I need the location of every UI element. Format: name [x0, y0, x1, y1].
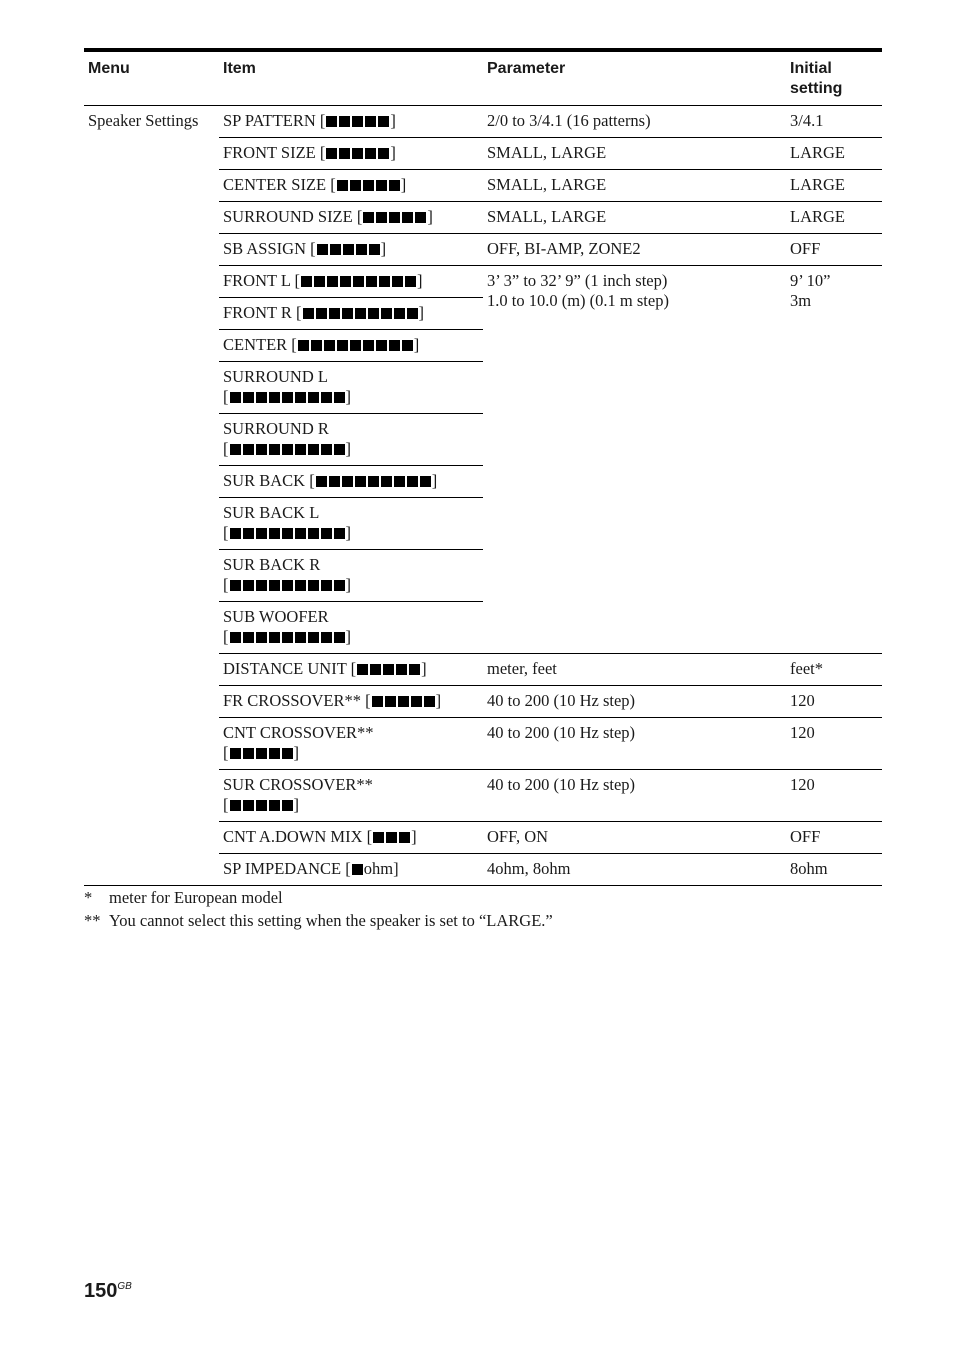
filled-square-glyph: [327, 276, 338, 287]
filled-square-glyph: [407, 476, 418, 487]
filled-square-glyph: [269, 632, 280, 643]
filled-square-glyph: [256, 800, 267, 811]
footnote-mark: *: [84, 888, 93, 907]
speaker-settings-table: [84, 48, 882, 886]
filled-square-glyph: [407, 308, 418, 319]
footnotes: [84, 886, 904, 932]
filled-square-glyph: [298, 340, 309, 351]
item-cell: SUR BACK [ ]: [219, 466, 483, 498]
filled-square-glyph: [394, 308, 405, 319]
filled-square-glyph: [243, 800, 254, 811]
filled-square-glyph: [369, 244, 380, 255]
filled-square-glyph: [230, 392, 241, 403]
filled-square-glyph: [396, 664, 407, 675]
item-cell: FR CROSSOVER** [ ]: [219, 686, 483, 718]
filled-square-glyph: [381, 476, 392, 487]
filled-square-glyph: [334, 528, 345, 539]
filled-square-glyph: [321, 392, 332, 403]
item-cell: CENTER SIZE [ ]: [219, 170, 483, 202]
filled-square-glyph: [324, 340, 335, 351]
filled-square-glyph: [386, 832, 397, 843]
filled-square-glyph: [243, 528, 254, 539]
filled-square-glyph: [334, 632, 345, 643]
initial-cell: 8ohm: [786, 854, 882, 886]
filled-square-glyph: [394, 476, 405, 487]
filled-square-glyph: [314, 276, 325, 287]
filled-square-glyph: [353, 276, 364, 287]
filled-square-glyph: [339, 116, 350, 127]
item-cell: CENTER [ ]: [219, 330, 483, 362]
filled-square-glyph: [256, 392, 267, 403]
filled-square-glyph: [321, 444, 332, 455]
distance-parameter-cell: 3’ 3” to 32’ 9” (1 inch step) 1.0 to 10.0 (m) (0.1 m step): [483, 266, 786, 654]
filled-square-glyph: [230, 800, 241, 811]
item-cell: SB ASSIGN [ ]: [219, 234, 483, 266]
filled-square-glyph: [316, 308, 327, 319]
filled-square-glyph: [330, 244, 341, 255]
filled-square-glyph: [316, 476, 327, 487]
filled-square-glyph: [389, 180, 400, 191]
filled-square-glyph: [363, 212, 374, 223]
item-cell: SUR BACK R [ ]: [219, 550, 483, 602]
filled-square-glyph: [356, 244, 367, 255]
parameter-cell: OFF, BI-AMP, ZONE2: [483, 234, 786, 266]
item-cell: CNT A.DOWN MIX [ ]: [219, 822, 483, 854]
parameter-cell: 2/0 to 3/4.1 (16 patterns): [483, 106, 786, 138]
filled-square-glyph: [230, 632, 241, 643]
filled-square-glyph: [383, 664, 394, 675]
filled-square-glyph: [282, 800, 293, 811]
filled-square-glyph: [411, 696, 422, 707]
filled-square-glyph: [243, 392, 254, 403]
filled-square-glyph: [365, 116, 376, 127]
filled-square-glyph: [372, 696, 383, 707]
filled-square-glyph: [295, 392, 306, 403]
item-cell: CNT CROSSOVER** [ ]: [219, 718, 483, 770]
filled-square-glyph: [376, 340, 387, 351]
filled-square-glyph: [321, 632, 332, 643]
filled-square-glyph: [308, 580, 319, 591]
filled-square-glyph: [256, 632, 267, 643]
filled-square-glyph: [326, 116, 337, 127]
filled-square-glyph: [269, 528, 280, 539]
item-cell: SP PATTERN [ ]: [219, 106, 483, 138]
initial-cell: OFF: [786, 234, 882, 266]
filled-square-glyph: [415, 212, 426, 223]
filled-square-glyph: [337, 180, 348, 191]
initial-cell: 120: [786, 686, 882, 718]
parameter-cell: 40 to 200 (10 Hz step): [483, 718, 786, 770]
filled-square-glyph: [363, 340, 374, 351]
filled-square-glyph: [256, 528, 267, 539]
footnote: [84, 886, 904, 909]
filled-square-glyph: [243, 444, 254, 455]
filled-square-glyph: [317, 244, 328, 255]
item-cell: SP IMPEDANCE [ ohm]: [219, 854, 483, 886]
filled-square-glyph: [389, 340, 400, 351]
filled-square-glyph: [373, 832, 384, 843]
filled-square-glyph: [230, 444, 241, 455]
filled-square-glyph: [301, 276, 312, 287]
item-cell: SURROUND SIZE [ ]: [219, 202, 483, 234]
filled-square-glyph: [385, 696, 396, 707]
page-number: $150^{GB}$: [84, 1280, 132, 1302]
filled-square-glyph: [243, 748, 254, 759]
filled-square-glyph: [343, 244, 354, 255]
initial-cell: 120: [786, 770, 882, 822]
filled-square-glyph: [420, 476, 431, 487]
filled-square-glyph: [376, 180, 387, 191]
item-cell: SURROUND L [ ]: [219, 362, 483, 414]
footnote-text: You cannot select this setting when the speaker is set to “LARGE.”: [109, 911, 553, 930]
filled-square-glyph: [282, 632, 293, 643]
filled-square-glyph: [357, 664, 368, 675]
distance-initial-cell: 9’ 10” 3m: [786, 266, 882, 654]
item-cell: SUB WOOFER [ ]: [219, 602, 483, 654]
header-initial-setting: Initial setting: [786, 50, 882, 106]
filled-square-glyph: [350, 340, 361, 351]
filled-square-glyph: [269, 392, 280, 403]
filled-square-glyph: [269, 748, 280, 759]
filled-square-glyph: [326, 148, 337, 159]
filled-square-glyph: [269, 800, 280, 811]
filled-square-glyph: [329, 476, 340, 487]
page-suffix: GB: [117, 1281, 132, 1292]
filled-square-glyph: [399, 832, 410, 843]
filled-square-glyph: [282, 392, 293, 403]
filled-square-glyph: [355, 308, 366, 319]
menu-cell: Speaker Settings: [84, 106, 219, 886]
filled-square-glyph: [311, 340, 322, 351]
parameter-cell: OFF, ON: [483, 822, 786, 854]
parameter-cell: SMALL, LARGE: [483, 170, 786, 202]
filled-square-glyph: [340, 276, 351, 287]
filled-square-glyph: [334, 392, 345, 403]
item-cell: SURROUND R [ ]: [219, 414, 483, 466]
filled-square-glyph: [230, 528, 241, 539]
item-cell: SUR CROSSOVER** [ ]: [219, 770, 483, 822]
filled-square-glyph: [256, 748, 267, 759]
filled-square-glyph: [295, 528, 306, 539]
filled-square-glyph: [329, 308, 340, 319]
footnote-text: meter for European model: [109, 888, 283, 907]
filled-square-glyph: [398, 696, 409, 707]
filled-square-glyph: [256, 580, 267, 591]
filled-square-glyph: [282, 748, 293, 759]
filled-square-glyph: [230, 580, 241, 591]
header-parameter: Parameter: [483, 50, 786, 106]
filled-square-glyph: [409, 664, 420, 675]
filled-square-glyph: [370, 664, 381, 675]
filled-square-glyph: [352, 116, 363, 127]
filled-square-glyph: [256, 444, 267, 455]
filled-square-glyph: [352, 148, 363, 159]
filled-square-glyph: [337, 340, 348, 351]
filled-square-glyph: [368, 476, 379, 487]
filled-square-glyph: [334, 444, 345, 455]
filled-square-glyph: [308, 392, 319, 403]
initial-cell: 120: [786, 718, 882, 770]
filled-square-glyph: [405, 276, 416, 287]
filled-square-glyph: [295, 444, 306, 455]
initial-cell: LARGE: [786, 202, 882, 234]
header-menu: Menu: [84, 50, 219, 106]
parameter-cell: 40 to 200 (10 Hz step): [483, 686, 786, 718]
filled-square-glyph: [352, 864, 363, 875]
filled-square-glyph: [334, 580, 345, 591]
filled-square-glyph: [269, 444, 280, 455]
filled-square-glyph: [339, 148, 350, 159]
header-item: Item: [219, 50, 483, 106]
filled-square-glyph: [282, 444, 293, 455]
filled-square-glyph: [295, 580, 306, 591]
filled-square-glyph: [376, 212, 387, 223]
filled-square-glyph: [269, 580, 280, 591]
filled-square-glyph: [282, 580, 293, 591]
filled-square-glyph: [342, 308, 353, 319]
filled-square-glyph: [368, 308, 379, 319]
filled-square-glyph: [243, 632, 254, 643]
item-cell: FRONT R [ ]: [219, 298, 483, 330]
filled-square-glyph: [282, 528, 293, 539]
filled-square-glyph: [308, 528, 319, 539]
item-cell: SUR BACK L [ ]: [219, 498, 483, 550]
initial-cell: OFF: [786, 822, 882, 854]
filled-square-glyph: [378, 116, 389, 127]
filled-square-glyph: [321, 528, 332, 539]
initial-cell: 3/4.1: [786, 106, 882, 138]
parameter-cell: meter, feet: [483, 654, 786, 686]
table-row: [84, 106, 882, 138]
filled-square-glyph: [295, 632, 306, 643]
filled-square-glyph: [342, 476, 353, 487]
filled-square-glyph: [308, 444, 319, 455]
filled-square-glyph: [230, 748, 241, 759]
filled-square-glyph: [424, 696, 435, 707]
filled-square-glyph: [402, 340, 413, 351]
filled-square-glyph: [392, 276, 403, 287]
filled-square-glyph: [303, 308, 314, 319]
filled-square-glyph: [321, 580, 332, 591]
filled-square-glyph: [389, 212, 400, 223]
filled-square-glyph: [365, 148, 376, 159]
parameter-cell: 40 to 200 (10 Hz step): [483, 770, 786, 822]
filled-square-glyph: [355, 476, 366, 487]
item-cell: DISTANCE UNIT [ ]: [219, 654, 483, 686]
parameter-cell: SMALL, LARGE: [483, 138, 786, 170]
filled-square-glyph: [363, 180, 374, 191]
initial-cell: LARGE: [786, 170, 882, 202]
filled-square-glyph: [350, 180, 361, 191]
filled-square-glyph: [378, 148, 389, 159]
item-cell: FRONT SIZE [ ]: [219, 138, 483, 170]
filled-square-glyph: [381, 308, 392, 319]
item-cell: FRONT L [ ]: [219, 266, 483, 298]
footnote-mark: **: [84, 911, 101, 930]
filled-square-glyph: [243, 580, 254, 591]
filled-square-glyph: [402, 212, 413, 223]
filled-square-glyph: [308, 632, 319, 643]
filled-square-glyph: [366, 276, 377, 287]
footnote: [84, 909, 904, 932]
parameter-cell: SMALL, LARGE: [483, 202, 786, 234]
parameter-cell: 4ohm, 8ohm: [483, 854, 786, 886]
initial-cell: feet*: [786, 654, 882, 686]
initial-cell: LARGE: [786, 138, 882, 170]
filled-square-glyph: [379, 276, 390, 287]
table-header-row: [84, 50, 882, 106]
